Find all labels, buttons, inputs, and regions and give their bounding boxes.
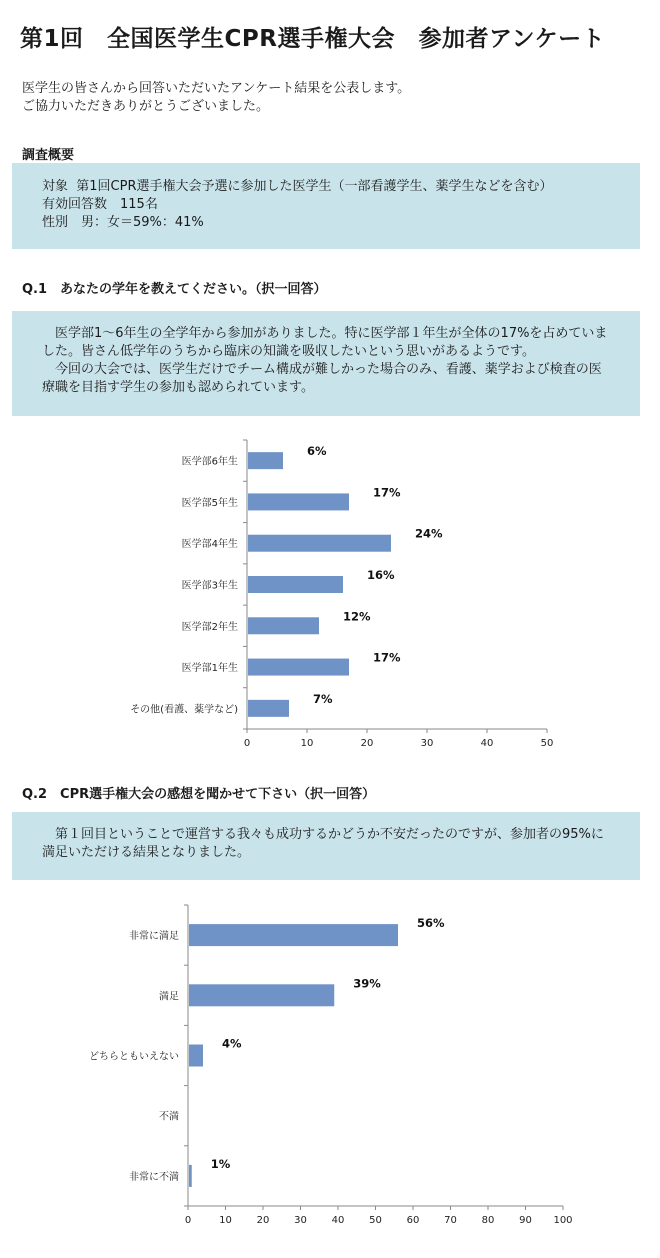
overview-gender: 性別 男：女＝59%：41%	[42, 215, 204, 230]
bar	[248, 700, 289, 717]
data-label: 7%	[313, 691, 333, 706]
category-label: 医学部5年生	[181, 497, 238, 509]
data-label: 24%	[415, 526, 443, 541]
x-tick-label: 0	[243, 738, 251, 749]
bar	[248, 617, 319, 634]
category-label: 満足	[159, 991, 179, 1003]
x-tick-label: 10	[219, 1215, 232, 1226]
intro-line: 医学生の皆さんから回答いただいたアンケート結果を公表します。	[22, 81, 411, 96]
category-label: 医学部4年生	[181, 539, 238, 551]
bar	[248, 576, 343, 593]
data-label: 4%	[222, 1036, 242, 1051]
category-label: 医学部3年生	[181, 580, 238, 592]
category-label: 医学部6年生	[181, 456, 238, 468]
bar	[248, 493, 349, 510]
bar	[248, 535, 391, 552]
intro-text	[22, 80, 410, 116]
data-label: 12%	[343, 609, 371, 624]
data-label: 39%	[353, 976, 381, 991]
q2-satisfaction-chart	[0, 900, 660, 1240]
bar	[248, 659, 349, 676]
q1-grade-chart	[0, 430, 660, 760]
bar	[189, 984, 334, 1006]
q2-comment-box	[12, 812, 640, 880]
x-tick-label: 60	[406, 1215, 420, 1226]
category-label: 医学部2年生	[181, 621, 238, 633]
x-tick-label: 80	[481, 1215, 495, 1226]
page-title: 第1回 全国医学生CPR選手権大会 参加者アンケート	[20, 26, 606, 52]
category-label: その他(看護、薬学など)	[130, 704, 238, 716]
x-tick-label: 100	[553, 1215, 573, 1226]
q2-heading: Q.2 CPR選手権大会の感想を聞かせて下さい（択一回答）	[22, 787, 376, 802]
q1-paragraph: 医学部1～6年生の全学年から参加がありました。特に医学部１年生が全体の17%を占めていました。皆さん低学年のうちから臨床の知識を吸収したいという思いがあるようです。	[42, 326, 608, 359]
x-tick-label: 0	[184, 1215, 192, 1226]
x-tick-label: 30	[420, 738, 434, 749]
data-label: 17%	[373, 650, 401, 665]
data-label: 56%	[417, 916, 445, 931]
x-tick-label: 90	[519, 1215, 532, 1226]
x-tick-label: 70	[444, 1215, 457, 1226]
category-label: 非常に不満	[129, 1171, 179, 1183]
bar	[189, 924, 398, 946]
category-label: 非常に満足	[129, 931, 179, 943]
overview-responses: 有効回答数 115名	[42, 197, 158, 212]
overview-box	[12, 163, 640, 249]
x-tick-label: 50	[369, 1215, 382, 1226]
category-label: 医学部1年生	[181, 663, 238, 675]
bar	[189, 1165, 192, 1187]
intro-line: ご協力いただきありがとうございました。	[22, 99, 270, 114]
overview-heading: 調査概要	[22, 148, 75, 163]
overview-target: 対象 第1回CPR選手権大会予選に参加した医学生（一部看護学生、薬学生などを含む）	[42, 179, 553, 194]
category-label: どちらともいえない	[89, 1051, 179, 1063]
category-label: 不満	[159, 1111, 179, 1123]
x-tick-label: 10	[300, 738, 314, 749]
data-label: 6%	[307, 444, 327, 459]
bar	[248, 452, 283, 469]
x-tick-label: 20	[256, 1215, 270, 1226]
data-label: 1%	[210, 1156, 231, 1171]
q1-paragraph: 今回の大会では、医学生だけでチーム構成が難しかった場合のみ、看護、薬学および検査の医療職を目指す学生の参加も認められています。	[42, 362, 602, 395]
x-tick-label: 40	[331, 1215, 345, 1226]
bar	[189, 1045, 203, 1067]
x-tick-label: 50	[540, 738, 554, 749]
data-label: 16%	[367, 568, 395, 582]
q1-comment-box	[12, 311, 640, 416]
x-tick-label: 20	[360, 738, 374, 749]
q2-paragraph: 第１回目ということで運営する我々も成功するかどうか不安だったのですが、参加者の95%に満足いただける結果となりました。	[42, 827, 604, 860]
x-tick-label: 40	[480, 738, 494, 749]
x-tick-label: 30	[294, 1215, 307, 1226]
data-label: 17%	[373, 485, 401, 500]
q1-heading: Q.1 あなたの学年を教えてください。（択一回答）	[22, 282, 327, 297]
